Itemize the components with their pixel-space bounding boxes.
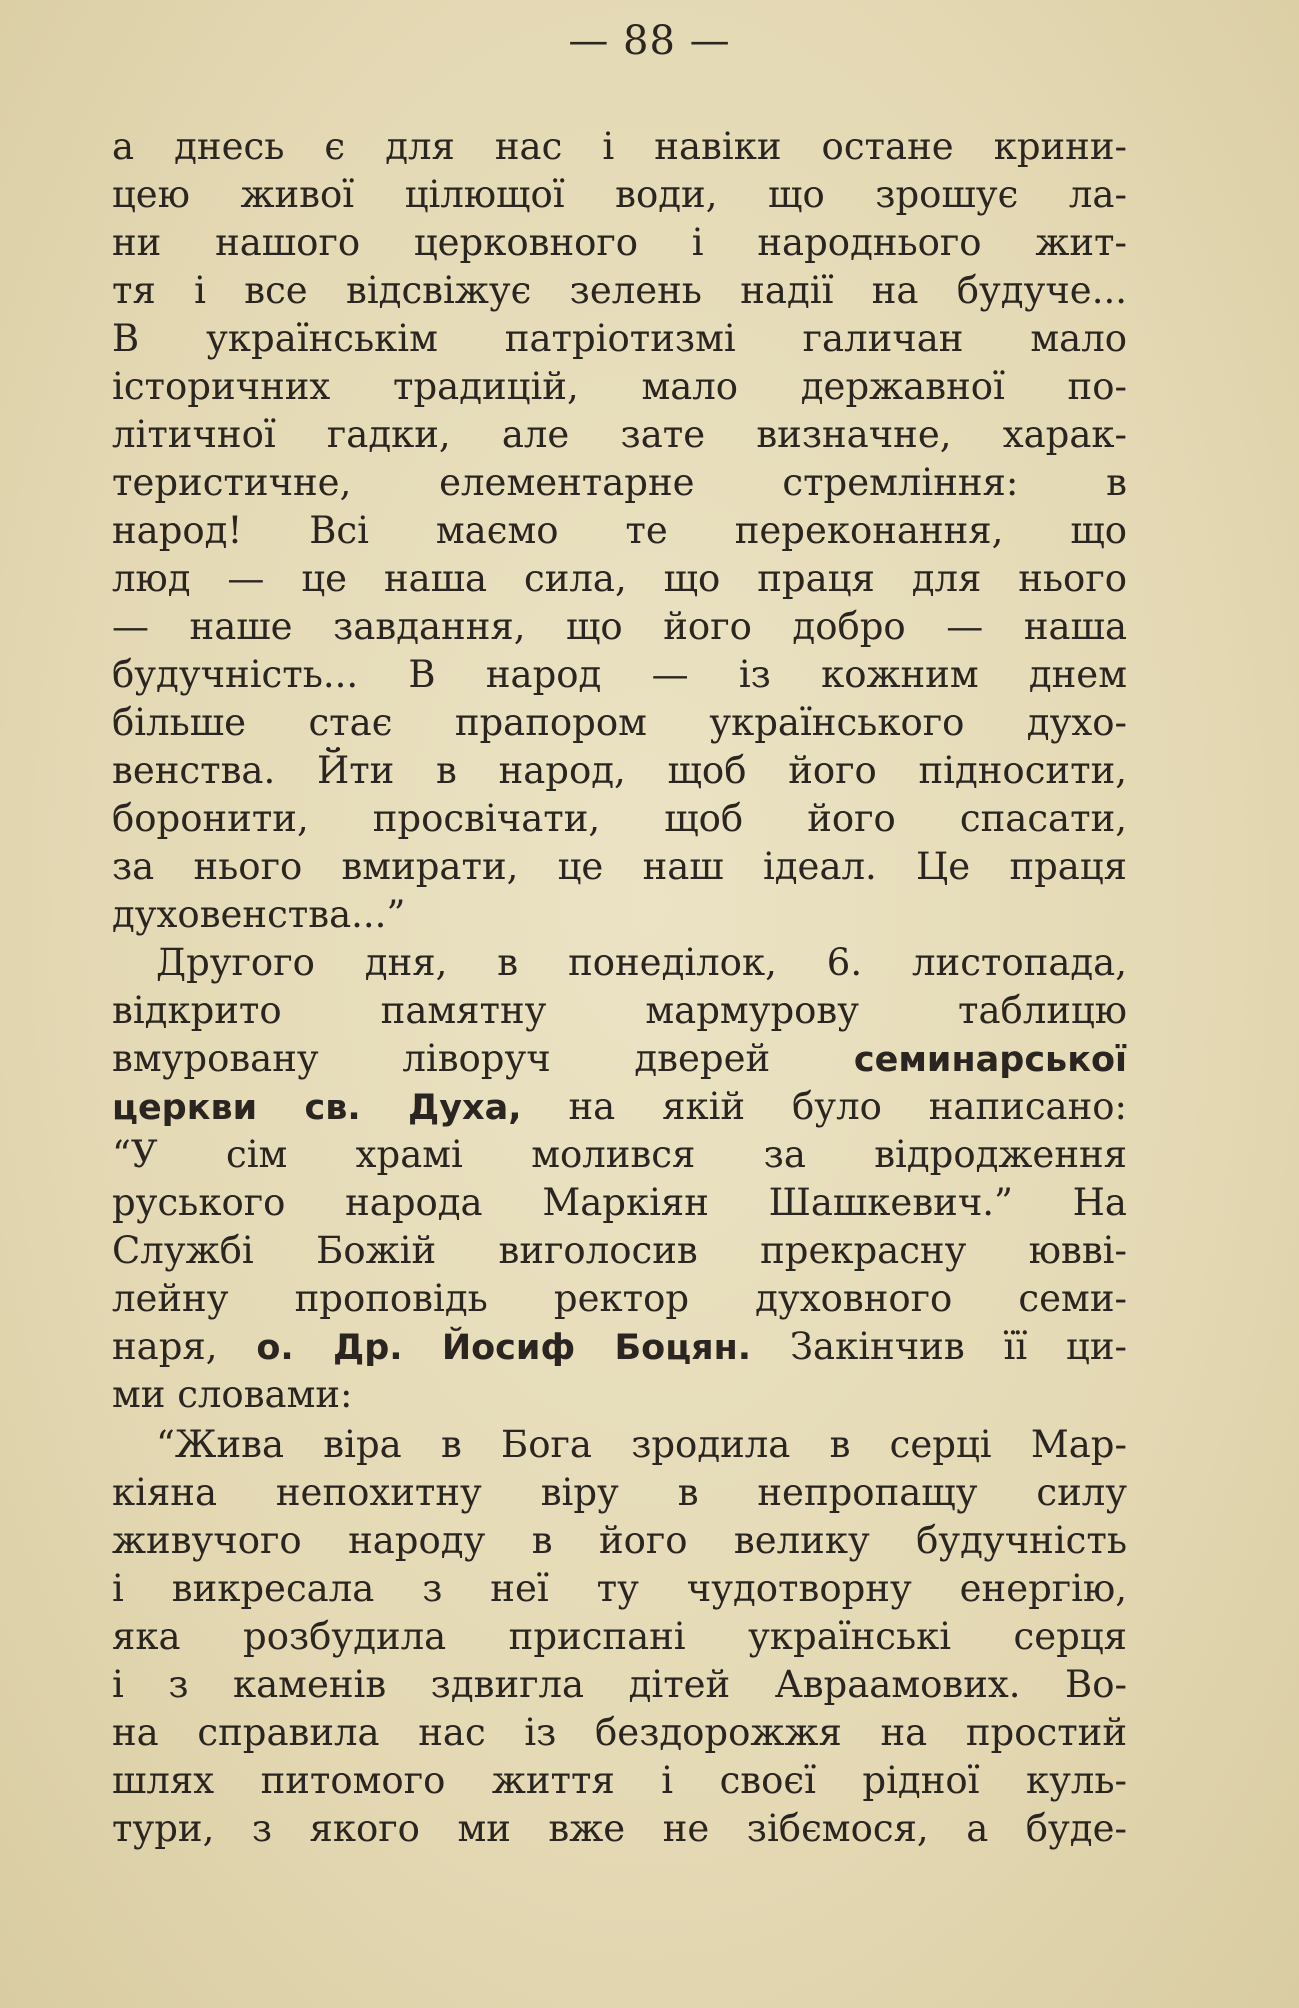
text-line-mixed: [112, 1083, 1127, 1131]
bold-text: семинарської: [853, 1040, 1127, 1080]
text-line: кіяна непохитну віру в непропащу силу: [112, 1471, 1127, 1514]
text-line: венства. Йти в народ, щоб його підносити,: [112, 749, 1127, 792]
text-run: Закінчив її ци-: [751, 1325, 1128, 1368]
text-line: будучність... В народ — із кожним днем: [112, 653, 1127, 696]
text-line: живучого народу в його велику будучність: [112, 1519, 1127, 1562]
text-line-mixed: [112, 1323, 1127, 1371]
text-line: за нього вмирати, це наш ідеал. Це праця: [112, 845, 1127, 888]
text-line: а днесь є для нас і навіки остане крини-: [112, 125, 1127, 168]
text-line: В українськім патріотизмі галичан мало: [112, 317, 1127, 360]
text-line: лейну проповідь ректор духовного семи-: [112, 1277, 1127, 1320]
text-run: на якій було написано:: [521, 1085, 1128, 1128]
text-line: народ! Всі маємо те переконання, що: [112, 509, 1127, 552]
page-number: — 88 —: [568, 18, 731, 64]
text-line: яка розбудила приспані українські серця: [112, 1615, 1127, 1658]
text-run: наря,: [112, 1325, 257, 1368]
text-line: люд — це наша сила, що праця для нього: [112, 557, 1127, 600]
text-line: руського народа Маркіян Шашкевич.” На: [112, 1181, 1127, 1224]
text-line: ми словами:: [112, 1373, 353, 1416]
text-line: боронити, просвічати, щоб його спасати,: [112, 797, 1127, 840]
text-line: шлях питомого життя і своєї рідної куль-: [112, 1759, 1127, 1802]
text-line: відкрито памятну мармурову таблицю: [112, 989, 1127, 1032]
text-line: історичних традицій, мало державної по-: [112, 365, 1127, 408]
text-line: і з каменів здвигла дітей Авраамових. Во-: [112, 1663, 1127, 1706]
text-line-mixed: [112, 1035, 1127, 1083]
text-line: і викресала з неї ту чудотворну енергію,: [112, 1567, 1127, 1610]
text-line: — наше завдання, що його добро — наша: [112, 605, 1127, 648]
text-line: тя і все відсвіжує зелень надії на будуче...: [112, 269, 1127, 312]
text-line: “У сім храмі молився за відродження: [112, 1133, 1127, 1176]
text-line: більше стає прапором українського духо-: [112, 701, 1127, 744]
text-line: Службі Божій виголосив прекрасну ювві-: [112, 1229, 1127, 1272]
text-line: ни нашого церковного і народнього жит-: [112, 221, 1127, 264]
text-line: тури, з якого ми вже не зібємося, а буде-: [112, 1807, 1127, 1850]
body-text: [112, 123, 1127, 1853]
text-line: літичної гадки, але зате визначне, харак-: [112, 413, 1127, 456]
bold-text: о. Др. Йосиф Боцян.: [256, 1328, 752, 1368]
text-line: духовенства...”: [112, 893, 406, 936]
paragraph-start: “Жива віра в Бога зродила в серці Мар-: [156, 1423, 1127, 1466]
text-run: вмуровану ліворуч дверей: [112, 1037, 854, 1080]
text-line: цею живої цілющої води, що зрошує ла-: [112, 173, 1127, 216]
paragraph-start: Другого дня, в понеділок, 6. листопада,: [156, 941, 1127, 984]
text-line: на справила нас із бездорожжя на простий: [112, 1711, 1127, 1754]
bold-text: церкви св. Духа,: [112, 1088, 522, 1128]
text-line: теристичне, елементарне стремління: в: [112, 461, 1127, 504]
